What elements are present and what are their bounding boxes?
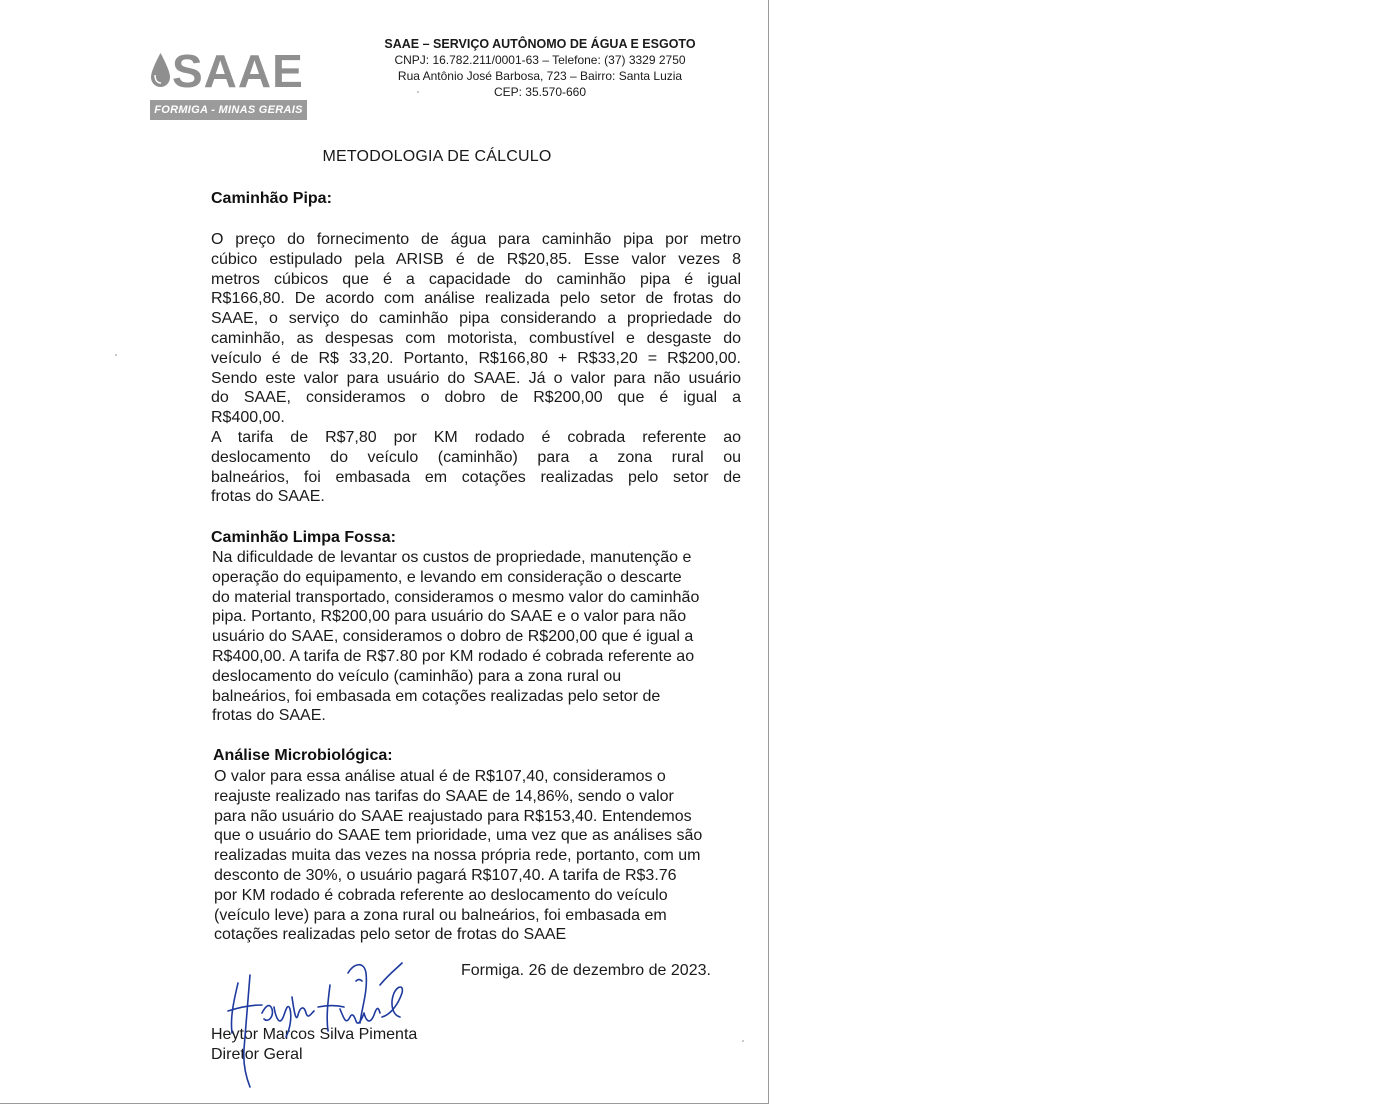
document-title: METODOLOGIA DE CÁLCULO	[322, 148, 552, 165]
section-heading-analise-microbiologica: Análise Microbiológica:	[213, 747, 393, 764]
paragraph-caminhao-pipa-2: A tarifa de R$7,80 por KM rodado é cobrada referente ao deslocamento do veículo (caminhão) para a zona rural ou balneários, foi embasada em cotações realizadas pelo setor de frotas do SAAE.	[211, 429, 741, 506]
signatory-role: Diretor Geral	[211, 1046, 303, 1063]
organization-header	[340, 36, 740, 100]
scan-speck	[742, 1040, 744, 1042]
paragraph-caminhao-limpa-fossa: Na dificuldade de levantar os custos de propriedade, manutenção e operação do equipamento, e levando em consideração o descarte do material transportado, consideramos o mesmo valor do caminhão pipa. Portanto, R$200,00 para usuário do SAAE e o valor para não usuário do SAAE, consideramos o dobro de R$200,00 que é igual a R$400,00. A tarifa de R$7.80 por KM rodado é cobrada referente ao deslocamento do veículo (caminhão) para a zona rural ou balneários, foi embasada em cotações realizadas pelo setor de frotas do SAAE.	[212, 549, 700, 725]
scan-speck	[417, 91, 419, 93]
water-drop-icon	[151, 53, 170, 87]
section-heading-caminhao-limpa-fossa: Caminhão Limpa Fossa:	[211, 529, 396, 546]
cnpj-line: CNPJ: 16.782.211/0001-63 – Telefone: (37) 3329 2750	[394, 53, 686, 67]
paragraph-caminhao-pipa-1: O preço do fornecimento de água para caminhão pipa por metro cúbico estipulado pela ARISB é de R$20,85. Esse valor vezes 8 metros cúbicos que é a capacidade do caminhão pipa é igual R$166,80. De acordo com análise realizada pelo setor de frotas do SAAE, o serviço do caminhão pipa considerando a propriedade do caminhão, as despesas com motorista, combustível e desgaste do veículo é de R$ 33,20. Portanto, R$166,80 + R$33,20 = R$200,00. Sendo este valor para usuário do SAAE. Já o valor para não usuário do SAAE, consideramos o dobro de R$200,00 que é igual a R$400,00.	[211, 231, 741, 427]
cep-line: CEP: 35.570-660	[493, 85, 587, 99]
org-name: SAAE – SERVIÇO AUTÔNOMO DE ÁGUA E ESGOTO	[384, 37, 696, 51]
paragraph-analise-microbiologica: O valor para essa análise atual é de R$107,40, consideramos o reajuste realizado nas tarifas do SAAE de 14,86%, sendo o valor para não usuário do SAAE reajustado para R$153,40. Entendemos que o usuário do SAAE tem prioridade, uma vez que as análises são realizadas muita das vezes na nossa própria rede, portanto, com um desconto de 30%, o usuário pagará R$107,40. A tarifa de R$3.76 por KM rodado é cobrada referente ao deslocamento do veículo (veículo leve) para a zona rural ou balneários, foi embasada em cotações realizadas pelo setor de frotas do SAAE	[214, 768, 703, 944]
handwritten-signature	[210, 945, 410, 1090]
document-date: Formiga. 26 de dezembro de 2023.	[461, 962, 711, 979]
section-heading-caminhao-pipa: Caminhão Pipa:	[211, 190, 332, 207]
signatory-name: Heytor Marcos Silva Pimenta	[211, 1026, 418, 1043]
logo-wordmark: SAAE	[172, 45, 304, 97]
scan-speck	[115, 354, 117, 356]
logo-subtitle: FORMIGA - MINAS GERAIS	[150, 100, 307, 120]
address-line: Rua Antônio José Barbosa, 723 – Bairro: Santa Luzia	[397, 69, 683, 83]
saae-logo	[150, 44, 307, 120]
